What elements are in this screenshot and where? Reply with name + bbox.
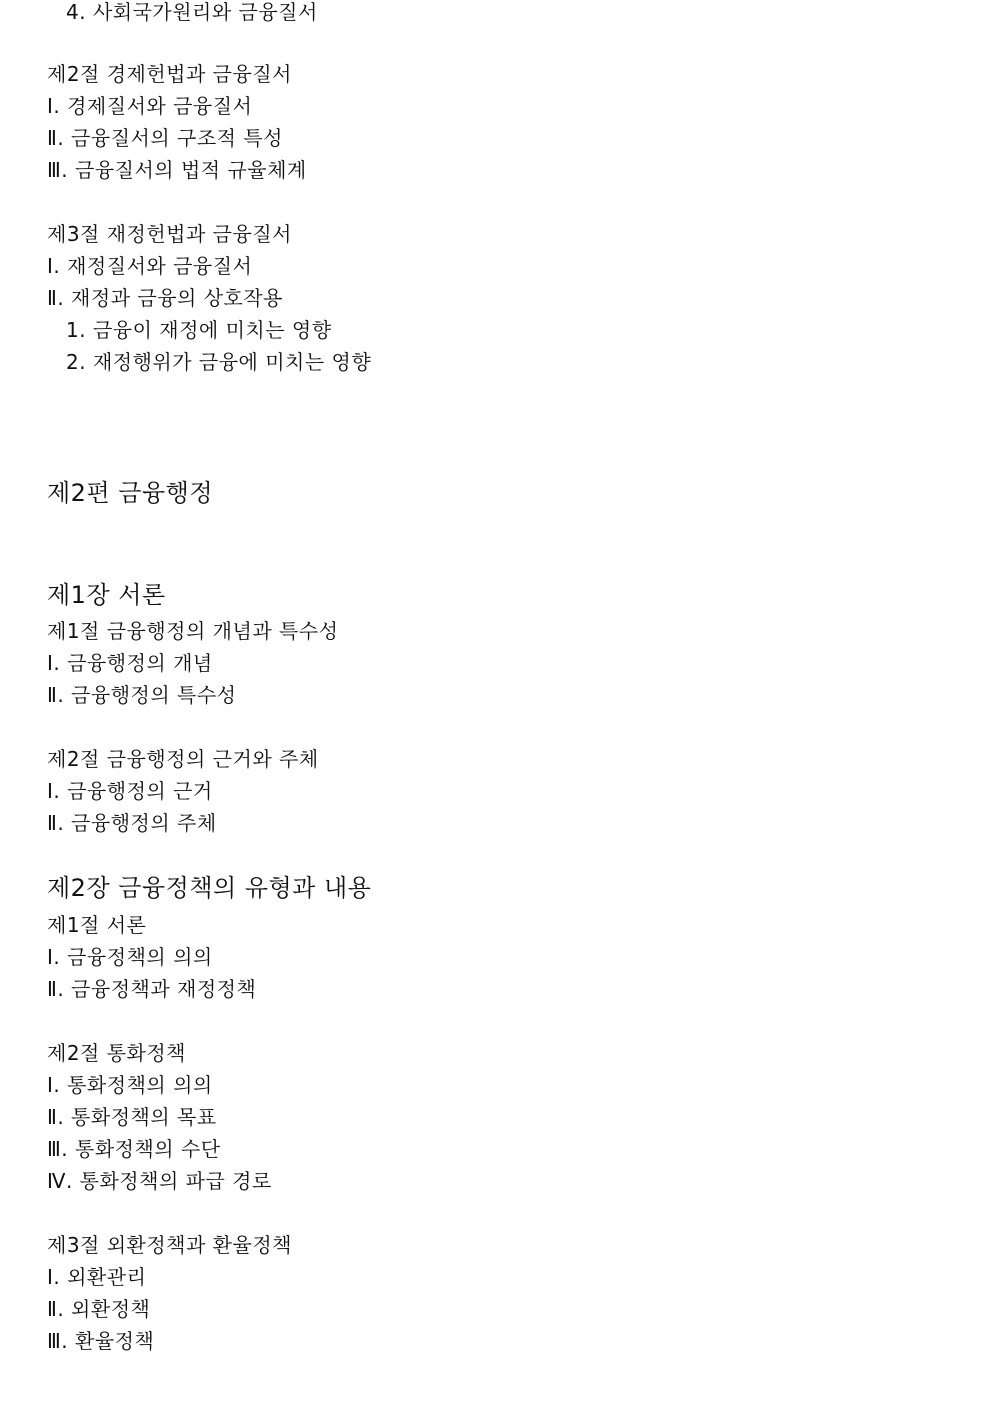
outline-item: Ⅰ. 금융행정의 개념 (47, 651, 213, 675)
outline-item: Ⅱ. 금융정책과 재정정책 (47, 977, 257, 1001)
section-heading: 제2절 통화정책 (47, 1041, 187, 1065)
section-heading: 제1절 금융행정의 개념과 특수성 (47, 619, 339, 643)
outline-item: Ⅱ. 재정과 금융의 상호작용 (47, 286, 283, 310)
outline-item: Ⅱ. 금융행정의 주체 (47, 811, 217, 835)
section-heading: 제2절 금융행정의 근거와 주체 (47, 747, 319, 771)
section-heading: 제1절 서론 (47, 913, 147, 937)
chapter-heading: 제2장 금융정책의 유형과 내용 (47, 874, 372, 902)
outline-item: Ⅳ. 통화정책의 파급 경로 (47, 1169, 272, 1193)
outline-item: Ⅲ. 금융질서의 법적 규율체계 (47, 158, 307, 182)
outline-item: Ⅱ. 통화정책의 목표 (47, 1105, 217, 1129)
outline-item: Ⅱ. 금융질서의 구조적 특성 (47, 126, 283, 150)
outline-item: 4. 사회국가원리와 금융질서 (66, 0, 318, 24)
outline-item: Ⅰ. 금융행정의 근거 (47, 779, 213, 803)
chapter-heading: 제1장 서론 (47, 581, 166, 609)
part-heading: 제2편 금융행정 (47, 479, 214, 507)
outline-item: Ⅰ. 금융정책의 의의 (47, 945, 213, 969)
outline-item: Ⅰ. 경제질서와 금융질서 (47, 94, 253, 118)
section-heading: 제2절 경제헌법과 금융질서 (47, 62, 292, 86)
section-heading: 제3절 외환정책과 환율정책 (47, 1233, 292, 1257)
outline-item: 1. 금융이 재정에 미치는 영향 (66, 318, 332, 342)
outline-item: Ⅰ. 재정질서와 금융질서 (47, 254, 253, 278)
outline-item: Ⅱ. 외환정책 (47, 1297, 151, 1321)
outline-item: Ⅱ. 금융행정의 특수성 (47, 683, 237, 707)
outline-item: 2. 재정행위가 금융에 미치는 영향 (66, 350, 372, 374)
outline-item: Ⅰ. 통화정책의 의의 (47, 1073, 213, 1097)
outline-item: Ⅲ. 환율정책 (47, 1329, 155, 1353)
outline-item: Ⅲ. 통화정책의 수단 (47, 1137, 221, 1161)
outline-item: Ⅰ. 외환관리 (47, 1265, 147, 1289)
section-heading: 제3절 재정헌법과 금융질서 (47, 222, 292, 246)
